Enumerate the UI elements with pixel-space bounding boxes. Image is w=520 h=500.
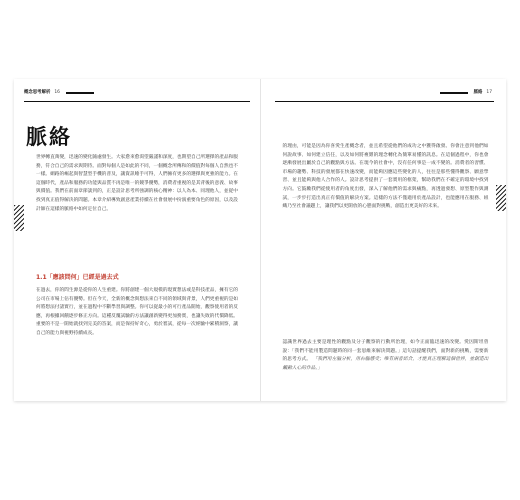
block-quote: 「我們用左腦分析，用右腦感受；唯有兩者結合，才能真正理解這個世界，並創造出觸動人心的作品。」 bbox=[282, 357, 489, 371]
running-header bbox=[24, 87, 94, 99]
header-rule bbox=[275, 101, 495, 102]
header-accent-bar bbox=[440, 92, 468, 94]
body-paragraph: 在過去，你的問生源是從你的人生重建。你將創建一個大規模的現實想法或是科技產品，擁有它的公司在市場上佔有優勢。但在今天，全新的概念與想法來自不同的領域與背景，人們更重視的是如何將想法付諸實行，並在過程中不斷學習與調整。你可以從最小的可行產品開始，觀察使用者的反應，再根據回饋逐步修正方向。這種反覆試驗的方法讓創新變得更加務實，也讓失敗的代價降低。重要的不是一開始就找到完美的答案，而是保持好奇心，勇於嘗試，從每一次經驗中累積洞察，讓自己的能力與視野持續成長。 bbox=[36, 288, 238, 336]
body-paragraph bbox=[283, 339, 489, 373]
running-header bbox=[440, 87, 492, 99]
header-label: 脈絡 bbox=[473, 90, 483, 95]
body-paragraph: 的理由，可能是因為你喜愛生產概念者，並且希望從他們的成功之中獲得啟發。你會注意到他們如何說故事、如何建立信任，以及如何將複雜的理念轉化為簡單易懂的訊息。在這個過程中，你也會逐漸發展出屬於自己的觀點與方法。在現今的社會中，沒有任何事是一成不變的。消費者的習慣、市場的趨勢、科技的發展都在快速改變，而能夠因應這些變化的人，往往是那些懂得觀察、願意學習、並且能夠與他人合作的人。設計思考提供了一套實用的框架，幫助我們在不確定的環境中找到方向。它鼓勵我們從使用者的角度出發，深入了解他們的需求與痛點，再透過發想、原型製作與測試，一步步打造出真正有價值的解決方案。這樣的方法不僅適用於產品設計，也能應用在服務、組織乃至社會議題上，讓我們以更開放的心態面對挑戰，創造出更美好的未來。 bbox=[282, 144, 489, 210]
decorative-hatch bbox=[496, 185, 506, 211]
body-paragraph: 世界轉直萬變，迅速的變化隨處發生。大家愈來愈渴望嚴謹和深度，也期望自己所選擇的產品和服務，符合自己的需求與期待。面對每個人是如此的不同，一個概念所傳和的價值對每個人自然也不一樣。網路的崛起與智慧型手機的普及，讓資訊唾手可得，人們擁有更多的選擇與更強的能力。在這個時代，產品和服務的功能與品質不再是唯一的競爭優勢，消費者重視的是其背後的意義、故事與價值。我們在前面章節談到的，正是設計思考所強調的核心精神：以人為本、同理他人，並從中找到真正值得解決的問題。本章介紹導致創意產業持續在社會發展中扮演重要角色的原因，以及設計師在這樣的脈絡中如何定位自己。 bbox=[36, 155, 238, 212]
page-number: 17 bbox=[486, 90, 492, 95]
paragraph-text: 認識世界過去主要是理性的觀點及分子觀察的行動所治理，如今正面臨迅速的改變。愛因斯坦曾說：「我們不能用製造問題時的同一套思維來解決問題。」這句話提醒我們，面對新的挑戰，需要新的思考方式。 bbox=[282, 340, 489, 363]
header-label: 概念思考解析 bbox=[24, 90, 51, 95]
header-accent-bar bbox=[66, 92, 94, 94]
chapter-title: 脈絡 bbox=[26, 124, 72, 149]
page-number: 16 bbox=[54, 90, 60, 95]
header-rule bbox=[24, 101, 250, 102]
decorative-hatch bbox=[14, 205, 24, 231]
book-spread bbox=[14, 79, 506, 401]
right-page bbox=[261, 79, 507, 401]
left-page bbox=[14, 79, 261, 401]
section-heading: 1.1「應該問何」已經是過去式 bbox=[36, 274, 119, 281]
